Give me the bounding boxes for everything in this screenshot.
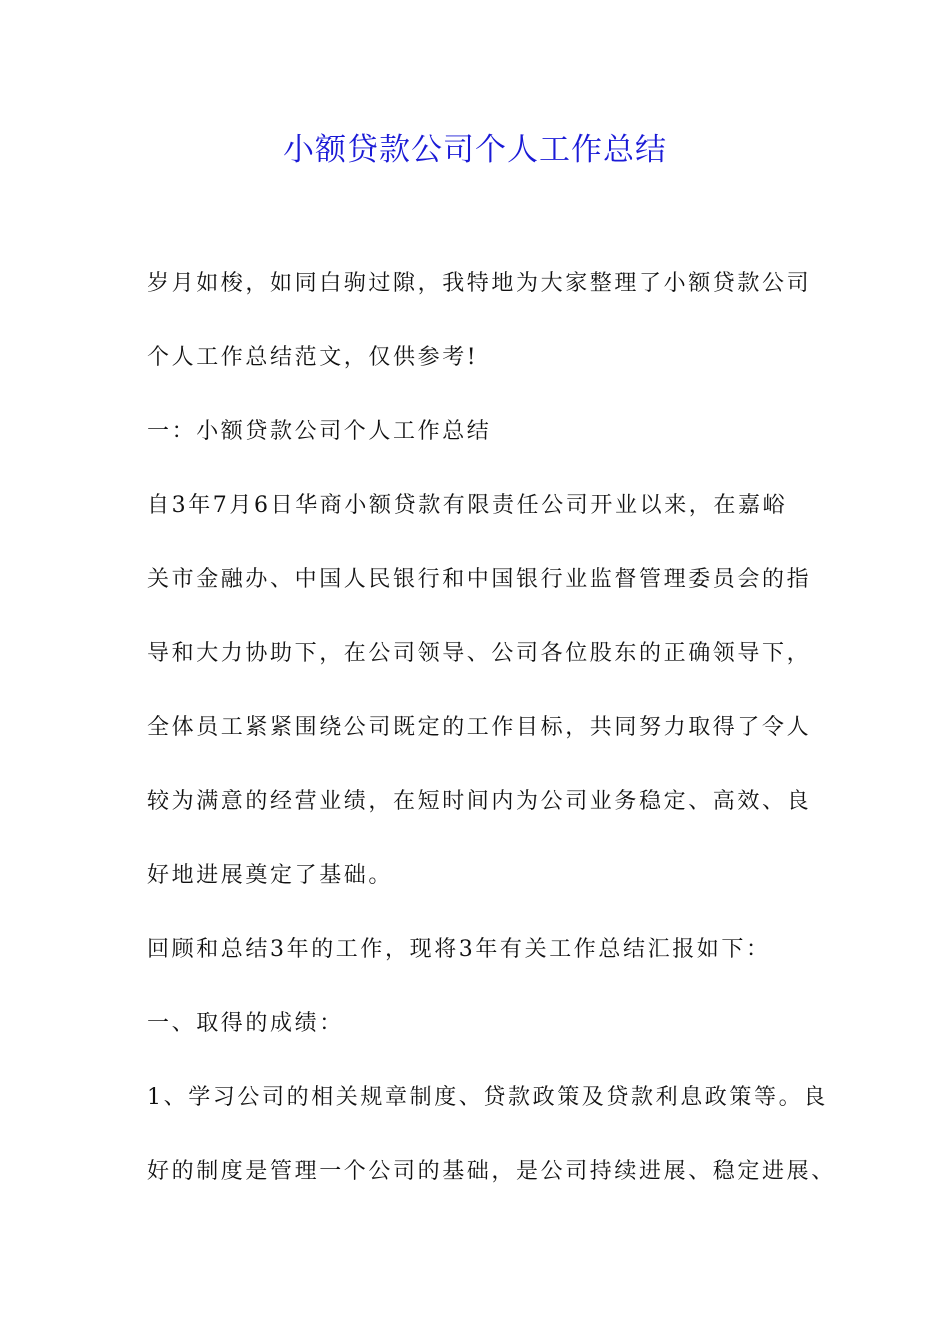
paragraph-line: 个人工作总结范文，仅供参考! bbox=[147, 345, 479, 370]
paragraph-line: 关市金融办、中国人民银行和中国银行业监督管理委员会的指 bbox=[147, 567, 812, 592]
paragraph-line: 自3年7月6日华商小额贷款有限责任公司开业以来，在嘉峪 bbox=[147, 493, 788, 518]
document-title: 小额贷款公司个人工作总结 bbox=[283, 132, 667, 168]
paragraph-line: 导和大力协助下，在公司领导、公司各位股东的正确领导下， bbox=[147, 641, 812, 666]
paragraph-line: 好的制度是管理一个公司的基础，是公司持续进展、稳定进展、 bbox=[147, 1159, 836, 1184]
paragraph-line: 岁月如梭，如同白驹过隙，我特地为大家整理了小额贷款公司 bbox=[147, 271, 812, 296]
paragraph-line: 1、学习公司的相关规章制度、贷款政策及贷款利息政策等。良 bbox=[147, 1085, 828, 1110]
paragraph-line: 回顾和总结3年的工作，现将3年有关工作总结汇报如下： bbox=[147, 937, 771, 962]
paragraph-line: 全体员工紧紧围绕公司既定的工作目标，共同努力取得了令人 bbox=[147, 715, 812, 740]
section-heading: 一、取得的成绩： bbox=[147, 1011, 344, 1036]
document-body bbox=[147, 262, 836, 1224]
paragraph-line: 较为满意的经营业绩，在短时间内为公司业务稳定、高效、良 bbox=[147, 789, 812, 814]
paragraph-line: 好地进展奠定了基础。 bbox=[147, 863, 394, 888]
section-heading: 一：小额贷款公司个人工作总结 bbox=[147, 419, 492, 444]
